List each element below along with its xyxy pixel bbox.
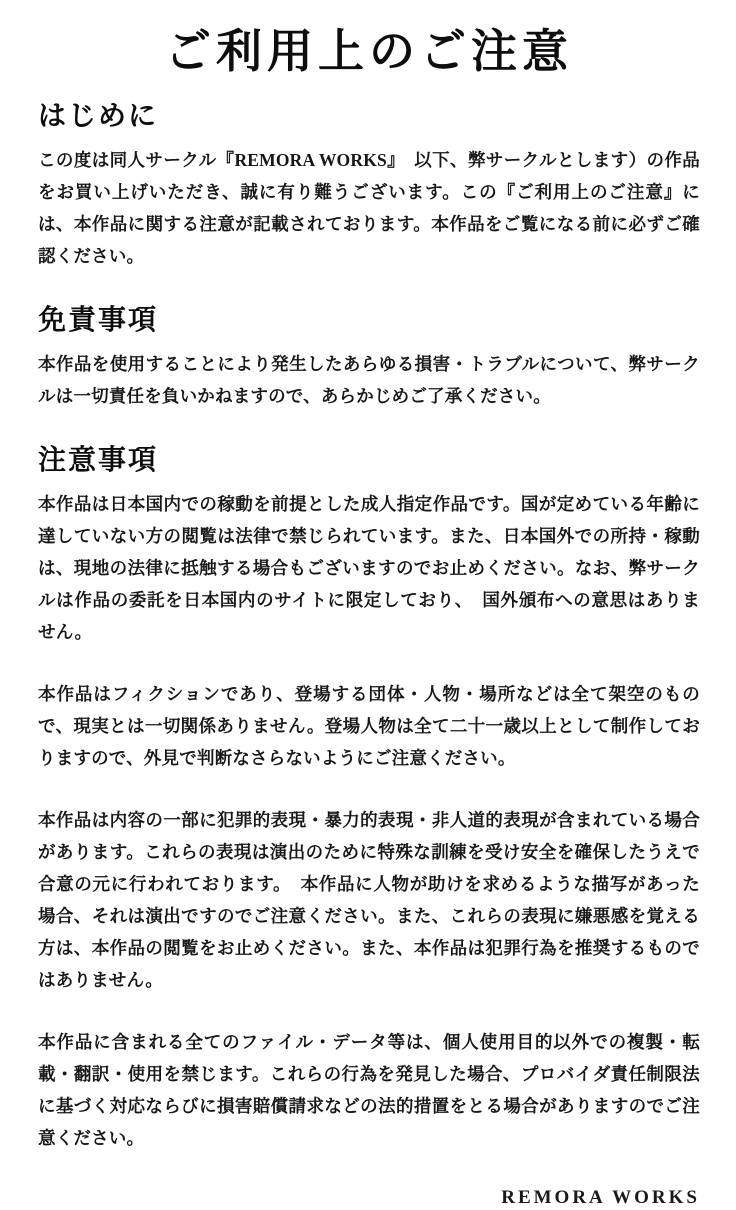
page-title: ご利用上のご注意 — [165, 26, 573, 77]
paragraph-precautions-fiction: 本作品はフィクションであり、登場する団体・人物・場所などは全て架空のもので、現実とは一切関係ありません。登場人物は全て二十一歳以上として制作しておりますので、外見で判断なさらないようにご注意ください。 — [38, 684, 700, 768]
circle-name-footer: REMORA WORKS — [501, 1187, 700, 1208]
section-precautions — [38, 442, 700, 1154]
paragraph-disclaimer: 本作品を使用することにより発生したあらゆる損害・トラブルについて、弊サークルは一切責任を負いかねますので、あらかじめご了承ください。 — [38, 354, 700, 406]
section-disclaimer — [38, 302, 700, 412]
paragraph-precautions-copyright: 本作品に含まれる全てのファイル・データ等は、個人使用目的以外での複製・転載・翻訳・使用を禁じます。これらの行為を発見した場合、プロバイダ責任制限法に基づく対応ならびに損害賠償請求などの法的措置をとる場合がありますのでご注意ください。 — [38, 1032, 700, 1148]
paragraph-introduction: この度は同人サークル『REMORA WORKS』 以下、弊サークルとします）の作品をお買い上げいただき、誠に有り難うございます。この『ご利用上のご注意』には、本作品に関する注意が記載されております。本作品をご覧になる前に必ずご確認ください。 — [38, 150, 700, 266]
paragraph-precautions-expressions: 本作品は内容の一部に犯罪的表現・暴力的表現・非人道的表現が含まれている場合があります。これらの表現は演出のために特殊な訓練を受け安全を確保したうえで合意の元に行われております。 本作品に人物が助けを求めるような描写があった場合、それは演出ですのでご注意ください。また、これらの表現に嫌悪感を覚える方は、本作品の閲覧をお止めください。また、本作品は犯罪行為を推奨するものではありません。 — [38, 810, 700, 990]
section-heading-introduction: はじめに — [38, 101, 159, 132]
paragraph-precautions-adult-rating: 本作品は日本国内での稼動を前提とした成人指定作品です。国が定めている年齢に達していない方の閲覧は法律で禁じられています。また、日本国外での所持・稼動は、現地の法律に抵触する場合もございますのでお止めください。なお、弊サークルは作品の委託を日本国内のサイトに限定しており、 国外頒布への意思はありません。 — [38, 494, 700, 642]
section-heading-disclaimer: 免責事項 — [38, 305, 159, 336]
section-introduction — [38, 98, 700, 272]
section-heading-precautions: 注意事項 — [38, 445, 159, 476]
